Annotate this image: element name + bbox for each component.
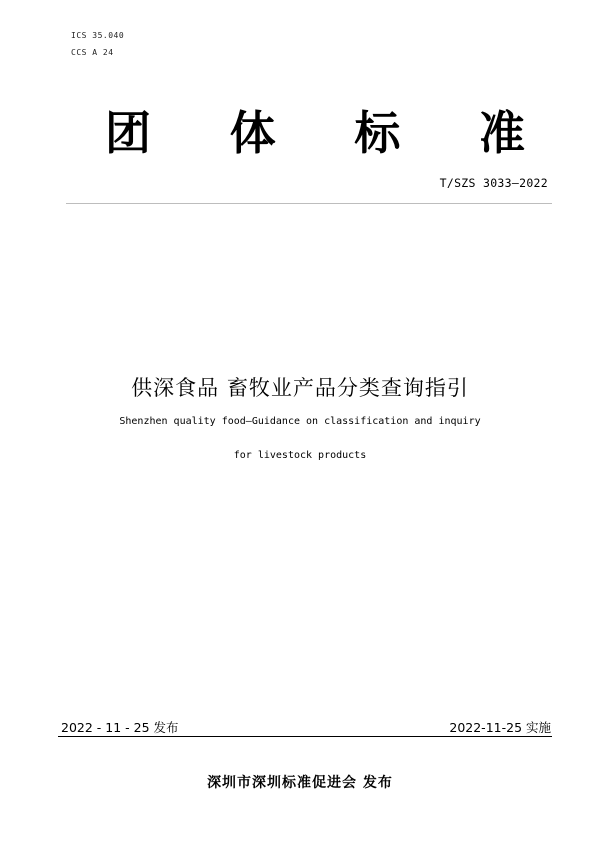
ics-code: ICS 35.040 bbox=[71, 31, 125, 40]
document-type-heading bbox=[105, 106, 525, 160]
standard-number: T/SZS 3033—2022 bbox=[439, 176, 548, 190]
document-type-char: 标 bbox=[354, 106, 401, 160]
bottom-divider bbox=[58, 736, 552, 737]
chinese-title: 供深食品 畜牧业产品分类查询指引 bbox=[131, 376, 469, 400]
issue-date: 2022 - 11 - 25 发布 bbox=[61, 720, 179, 735]
implementation-date: 2022-11-25 实施 bbox=[449, 720, 551, 735]
document-type-char: 体 bbox=[229, 106, 276, 160]
document-type-char: 团 bbox=[105, 106, 151, 160]
ccs-code: CCS A 24 bbox=[71, 48, 114, 57]
top-divider bbox=[66, 203, 552, 204]
english-title-line-2: for livestock products bbox=[233, 450, 367, 461]
english-title-line-1: Shenzhen quality food—Guidance on classification and inquiry bbox=[119, 416, 481, 427]
publisher: 深圳市深圳标准促进会 发布 bbox=[207, 775, 393, 791]
document-type-char: 准 bbox=[478, 106, 525, 160]
